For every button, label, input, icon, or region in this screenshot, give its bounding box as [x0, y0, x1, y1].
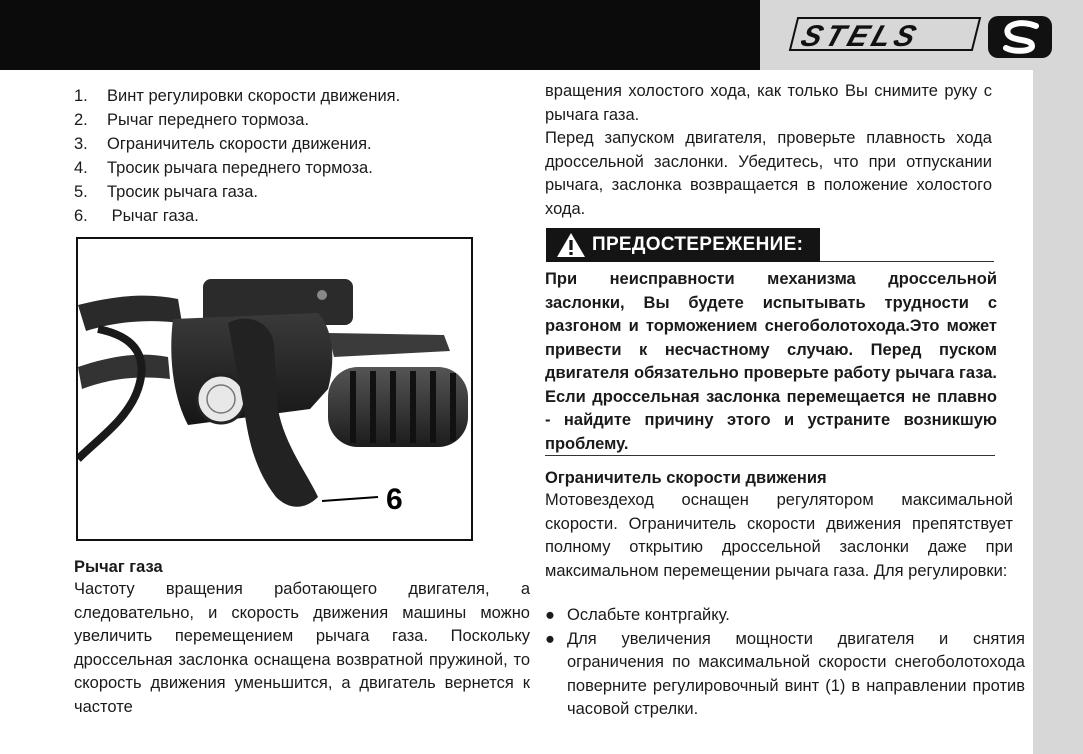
throttle-lever-photo: [76, 237, 473, 541]
header-bar: [0, 0, 760, 70]
list-item: 1. Винт регулировки скорости движения.: [74, 87, 401, 105]
callout-label: 6: [386, 483, 403, 516]
bullet-icon: ●: [545, 629, 555, 648]
divider: [820, 261, 994, 262]
divider: [545, 455, 995, 456]
right-intro: [545, 80, 992, 221]
throttle-heading: Рычаг газа: [74, 558, 163, 576]
list-item: 5. Тросик рычага газа.: [74, 183, 258, 201]
stels-logo-icon: [760, 0, 1083, 70]
limiter-heading: Ограничитель скорости движения: [545, 469, 827, 487]
list-item: 6. Рычаг газа.: [74, 207, 199, 225]
list-item: ● Ослабьте контргайку.: [545, 604, 1025, 628]
list-item: 2. Рычаг переднего тормоза.: [74, 111, 310, 129]
warning-triangle-icon: [556, 231, 586, 259]
list-item: 3. Ограничитель скорости движения.: [74, 135, 372, 153]
svg-text:STELS: STELS: [796, 18, 925, 53]
warning-badge: [546, 228, 820, 262]
intro-paragraph-1: вращения холостого хода, как только Вы снимите руку с рычага газа.: [545, 82, 992, 124]
list-item: ● Для увеличения мощности двигателя и снятия ограничения по максимальной скорости снегоболотохода поверните регулировочный винт (1) в направлении против часовой стрелки.: [545, 628, 1025, 722]
limiter-paragraph: Мотовездеход оснащен регулятором максимальной скорости. Ограничитель скорости движения препятствует полному открытию дроссельной заслонки даже при максимальном перемещении рычага газа. Для регулировки:: [545, 491, 1013, 580]
warning-label: ПРЕДОСТЕРЕЖЕНИЕ:: [592, 234, 804, 255]
list-item: 4. Тросик рычага переднего тормоза.: [74, 159, 373, 177]
warning-text: При неисправности механизма дроссельной заслонки, Вы будете испытывать трудности с разгоном и торможением снегоболотохода.Это может привести к несчастному случаю. Перед пуском двигателя обязательно проверьте работу рычага газа. Если дроссельная заслонка перемещается не плавно - найдите причину этого и устраните возникшую проблему.: [545, 270, 997, 453]
parts-list: [74, 84, 400, 228]
throttle-paragraph: Частоту вращения работающего двигателя, а следовательно, и скорость движения машины можно увеличить перемещением рычага газа. Поскольку дроссельная заслонка оснащена возвратной пружиной, то скорость движения уменьшится, а двигатель вернется к частоте: [74, 580, 530, 716]
bullet-icon: ●: [545, 606, 555, 624]
limiter-steps: [545, 604, 1025, 722]
logo-panel: [760, 0, 1083, 70]
handlebar-illustration: [78, 239, 471, 539]
intro-paragraph-2: Перед запуском двигателя, проверьте плавность хода дроссельной заслонки. Убедитесь, что при отпускании рычага, заслонка возвращается в положение холостого хода.: [545, 129, 992, 218]
side-strip: [1033, 70, 1083, 754]
